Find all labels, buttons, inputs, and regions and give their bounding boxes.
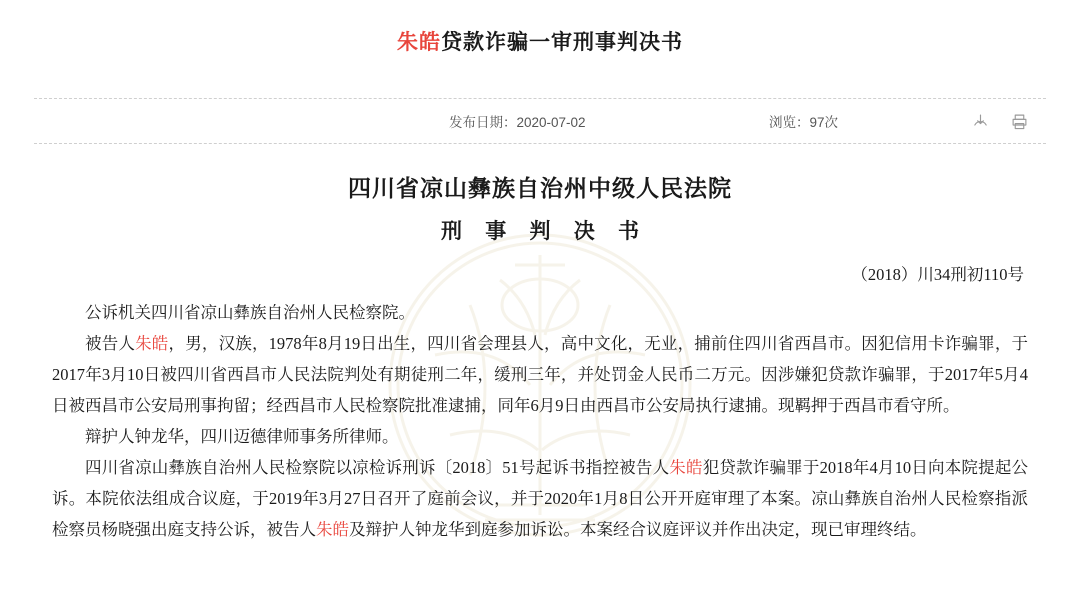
paragraph-text: 被告人 [85, 334, 136, 353]
paragraph-prosecutor [52, 297, 1028, 328]
page-title-rest: 贷款诈骗一审刑事判决书 [441, 31, 683, 54]
publish-date: 发布日期：2020-07-02 [449, 115, 586, 130]
page-title-highlight: 朱皓 [397, 31, 441, 54]
print-icon[interactable] [1011, 113, 1028, 130]
paragraph-text: 公诉机关四川省凉山彝族自治州人民检察院。 [85, 303, 415, 322]
document-kind: 刑 事 判 决 书 [441, 219, 648, 243]
document-body [52, 297, 1028, 545]
court-name: 四川省凉山彝族自治州中级人民法院 [348, 176, 732, 201]
paragraph-defender [52, 421, 1028, 452]
case-number: （2018）川34刑初110号 [851, 265, 1024, 284]
highlighted-name: 朱皓 [135, 334, 169, 353]
paragraph-procedure [52, 452, 1028, 545]
paragraph-text: 及辩护人钟龙华到庭参加诉讼。本案经合议庭评议并作出决定，现已审理终结。 [349, 520, 927, 539]
highlighted-name: 朱皓 [316, 520, 349, 539]
meta-bar [34, 98, 1046, 144]
download-icon[interactable] [972, 113, 989, 130]
highlighted-name: 朱皓 [669, 458, 703, 477]
paragraph-text: 四川省凉山彝族自治州人民检察院以凉检诉刑诉〔2018〕51号起诉书指控被告人 [85, 458, 670, 477]
paragraph-text: 犯贷款诈骗罪于2018年4月10日向本院提起公诉。本院依法组成合议庭，于2019年3月27日召开了庭前会议，并于2020年1月8日公开开庭审理了本案。凉山彝族自治州人民检察指派检察员杨晓强出庭支持公诉，被告人 [52, 458, 1029, 539]
meta-actions [972, 113, 1028, 130]
paragraph-text: ，男，汉族，1978年8月19日出生，四川省会理县人，高中文化，无业，捕前住四川省西昌市。因犯信用卡诈骗罪，于2017年3月10日被四川省西昌市人民法院判处有期徒刑二年，缓刑三年，并处罚金人民币二万元。因涉嫌犯贷款诈骗罪，于2017年5月4日被西昌市公安局刑事拘留；经西昌市人民检察院批准逮捕，同年6月9日由西昌市公安局执行逮捕。现羁押于西昌市看守所。 [52, 334, 1029, 415]
paragraph-defendant [52, 328, 1028, 421]
paragraph-text: 辩护人钟龙华，四川迈德律师事务所律师。 [85, 427, 399, 446]
view-count: 浏览：97次 [769, 115, 839, 130]
page-title [0, 0, 1080, 60]
